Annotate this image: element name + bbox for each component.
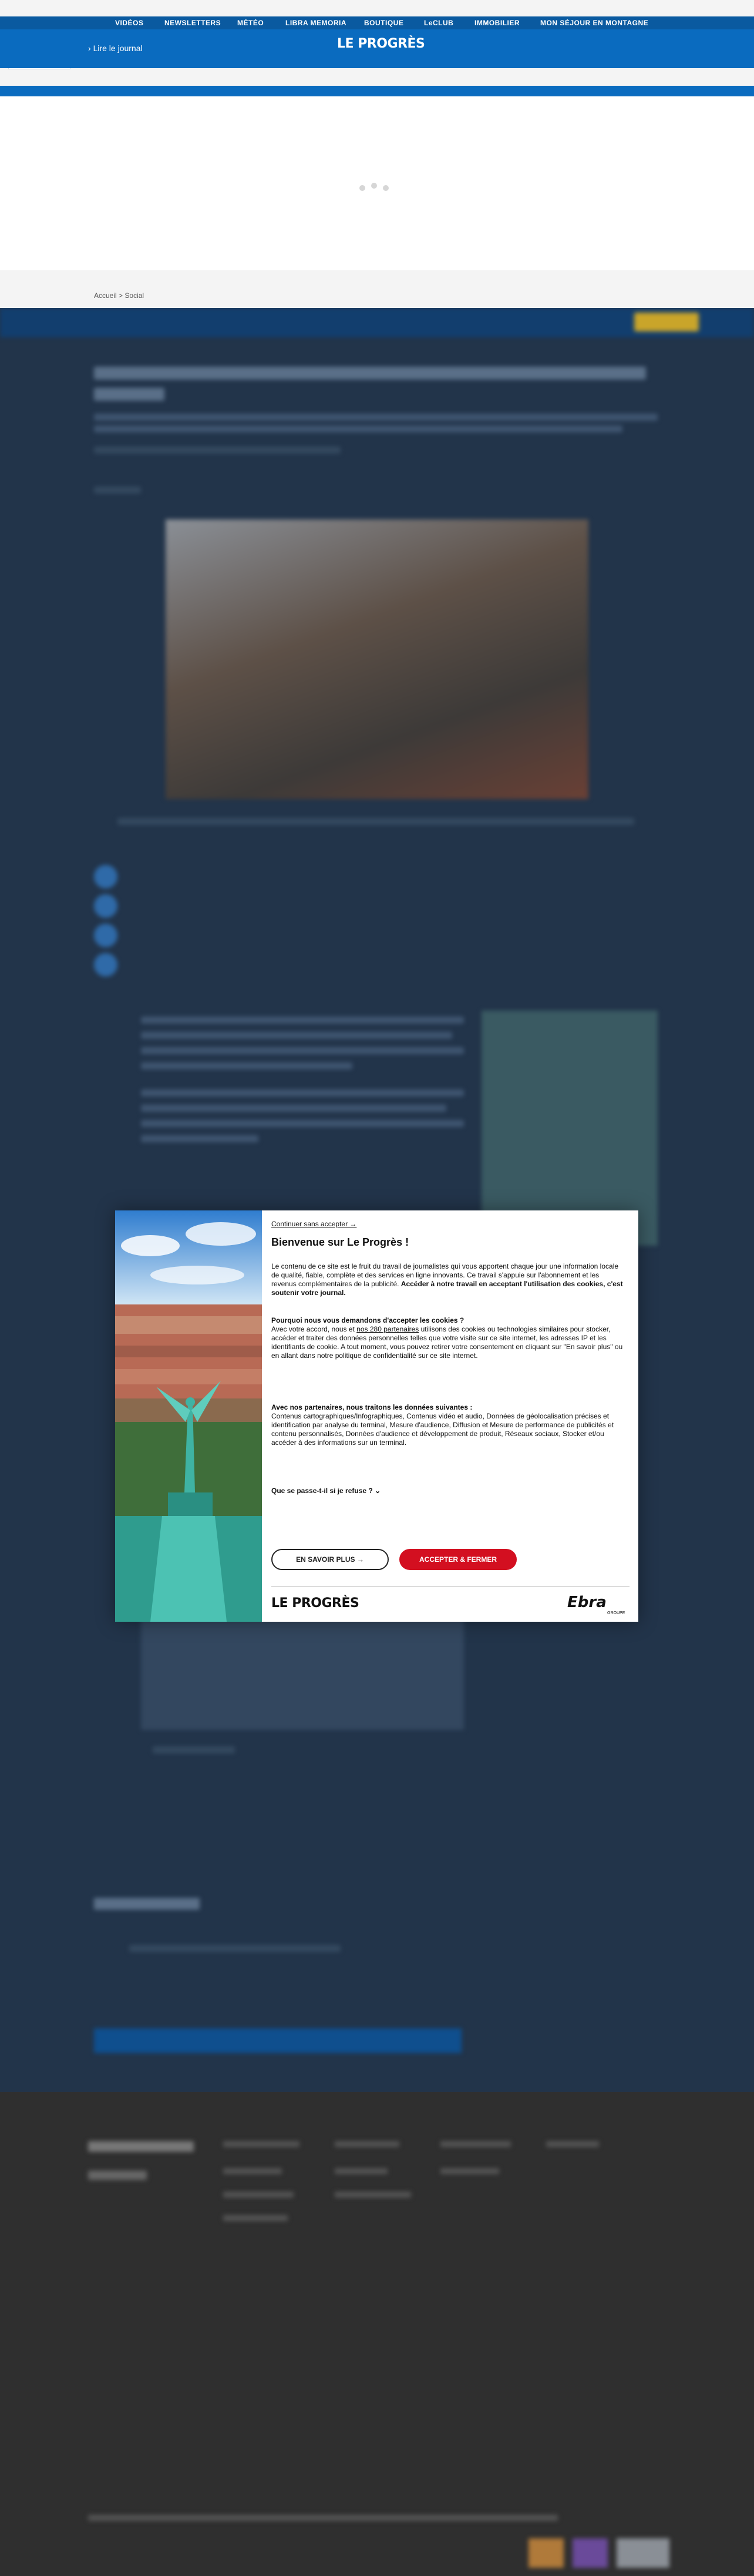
site-logo[interactable]: LE PROGRÈS <box>337 36 425 51</box>
subscribe-button[interactable] <box>634 313 699 331</box>
footer-legal <box>88 2515 558 2521</box>
share-icon[interactable] <box>94 894 117 918</box>
learn-more-button[interactable]: EN SAVOIR PLUS → <box>271 1549 389 1570</box>
ebra-logo: Ebra <box>567 1594 607 1611</box>
nav-item-sejour-montagne[interactable]: MON SÉJOUR EN MONTAGNE <box>540 19 649 27</box>
article-title <box>94 388 164 401</box>
footer-logo <box>88 2141 194 2152</box>
chevron-down-icon: ⌄ <box>375 1487 381 1495</box>
intro-text-bold: Accéder à notre travail en acceptant l'utilisation des cookies, c'est soutenir votre journal. <box>271 1280 623 1297</box>
nav-item-immobilier[interactable]: IMMOBILIER <box>474 19 520 27</box>
footer-link[interactable] <box>223 2141 299 2147</box>
article-text <box>141 1120 464 1127</box>
article-meta <box>94 447 341 454</box>
why-title: Pourquoi nous vous demandons d'accepter les cookies ? <box>271 1316 464 1324</box>
lyon-illustration <box>115 1210 262 1622</box>
article-lead <box>94 425 622 432</box>
footer <box>0 2092 754 2576</box>
breadcrumb-home[interactable]: Accueil <box>94 291 117 300</box>
footer-link[interactable] <box>335 2168 388 2174</box>
share-icon[interactable] <box>94 953 117 977</box>
article-text <box>141 1062 352 1069</box>
nav-item-newsletters[interactable]: NEWSLETTERS <box>164 19 221 27</box>
partners-link[interactable]: nos 280 partenaires <box>356 1325 419 1333</box>
article-text <box>141 1047 464 1054</box>
refuse-info-toggle[interactable] <box>271 1487 381 1495</box>
article-text <box>141 1105 446 1112</box>
app-badge[interactable] <box>529 2538 564 2568</box>
data-text: Contenus cartographiques/Infographiques, Contenus vidéo et audio, Données de géolocalisation précises et identification par analyse du terminal, Mesure d'audience, Diffusion et Mesure de performance de publicités et contenu personnalisés, Données d'audience et développement de produit, Réseaux sociaux, Stocker et/ou accéder à des informations sur un terminal. <box>271 1412 614 1447</box>
breadcrumb <box>94 291 144 300</box>
article-backdrop <box>0 308 754 2092</box>
chevron-right-icon: › <box>88 43 93 53</box>
continue-without-accepting-link[interactable]: Continuer sans accepter → <box>271 1220 357 1228</box>
ebra-logo-subtitle: GROUPE <box>607 1611 625 1615</box>
footer-link[interactable] <box>335 2141 399 2147</box>
nav-item-leclub[interactable]: LeCLUB <box>424 19 454 27</box>
footer-link[interactable] <box>546 2141 599 2147</box>
photo-caption <box>117 818 634 825</box>
article-text <box>141 1032 452 1039</box>
footer-link[interactable] <box>223 2192 294 2198</box>
article-lead <box>94 414 658 421</box>
why-section <box>271 1316 624 1360</box>
breadcrumb-current[interactable]: Social <box>124 291 144 300</box>
top-navigation <box>0 16 754 29</box>
app-badge[interactable] <box>617 2538 669 2568</box>
app-badge[interactable] <box>573 2538 608 2568</box>
header-stripe <box>0 86 754 96</box>
loading-dot <box>359 185 365 191</box>
intro-text <box>271 1262 624 1297</box>
nav-item-videos[interactable]: VIDÉOS <box>115 19 144 27</box>
article-text <box>141 1089 464 1096</box>
consent-dialog <box>115 1210 638 1622</box>
le-progres-logo: LE PROGRÈS <box>271 1596 359 1611</box>
article-text <box>153 1746 235 1753</box>
data-section <box>271 1403 624 1447</box>
why-text-end: utilisons des cookies ou technologies similaires pour stocker, accéder et traiter des données personnelles telles que votre visite sur ce site internet, les adresses IP et les identifiants de cookie. A tout moment, vous pouvez retirer votre consentement en cliquant sur "En savoir plus" ou en allant dans notre politique de confidentialité sur ce site internet. <box>271 1325 623 1360</box>
accept-close-button[interactable]: ACCEPTER & FERMER <box>399 1549 517 1570</box>
data-title: Avec nos partenaires, nous traitons les données suivantes : <box>271 1403 473 1411</box>
share-icon[interactable] <box>94 865 117 888</box>
comment-text <box>129 1945 341 1952</box>
comments-title <box>94 1898 200 1910</box>
nav-item-meteo[interactable]: MÉTÉO <box>237 19 264 27</box>
footer-link[interactable] <box>440 2141 511 2147</box>
comments-button[interactable] <box>94 2028 462 2053</box>
article-tags <box>94 487 141 494</box>
read-journal-link[interactable] <box>88 43 143 53</box>
footer-link[interactable] <box>223 2215 288 2221</box>
article-text <box>141 1017 464 1024</box>
footer-link[interactable] <box>223 2168 282 2174</box>
intro-text-main: Le contenu de ce site est le fruit du travail de journalistes qui vous apportent chaque jour une information locale de qualité, fiable, complète et des services en ligne innovants. Ce travail s'appuie sur l'abonnement et les revenus complémentaires de la publicité. <box>271 1262 619 1288</box>
loading-dot <box>383 185 389 191</box>
footer-logo <box>88 2171 147 2180</box>
footer-link[interactable] <box>335 2192 411 2198</box>
nav-item-boutique[interactable]: BOUTIQUE <box>364 19 404 27</box>
breadcrumb-separator: > <box>119 291 123 300</box>
article-text <box>141 1135 258 1142</box>
divider <box>271 1586 630 1587</box>
refuse-info-label: Que se passe-t-il si je refuse ? <box>271 1487 373 1495</box>
read-journal-label: Lire le journal <box>93 43 143 53</box>
article-title <box>94 367 646 380</box>
nav-item-libra-memoria[interactable]: LIBRA MEMORIA <box>285 19 347 27</box>
why-text-start: Avec votre accord, nous et <box>271 1325 357 1333</box>
article-photo <box>166 519 588 799</box>
dialog-title: Bienvenue sur Le Progrès ! <box>271 1236 409 1248</box>
loading-dot <box>371 183 377 189</box>
ad-placeholder <box>0 96 754 270</box>
footer-link[interactable] <box>440 2168 499 2174</box>
share-icon[interactable] <box>94 924 117 947</box>
